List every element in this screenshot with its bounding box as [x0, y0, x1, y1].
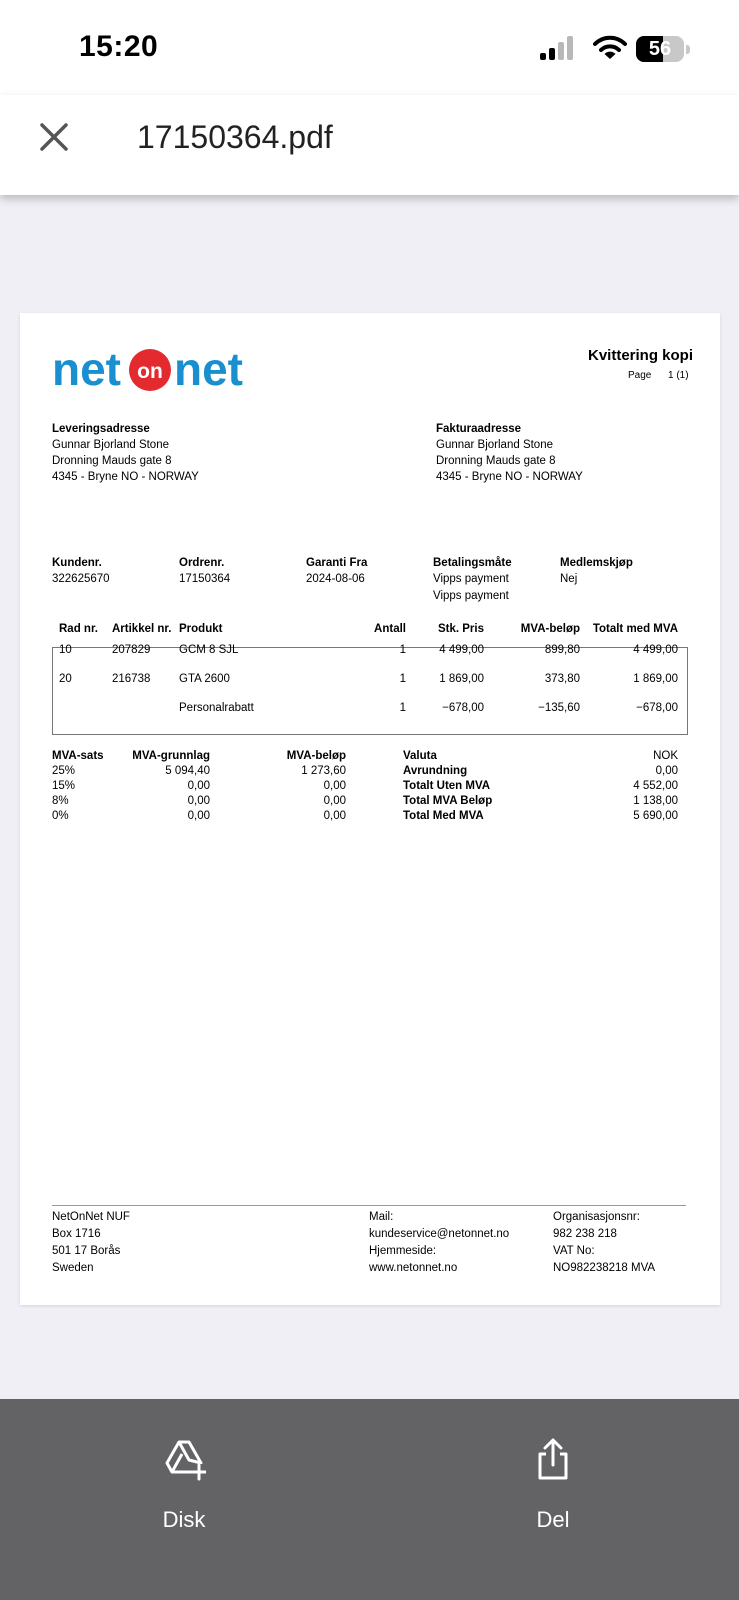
vat-amount: 0,00: [323, 795, 346, 807]
disk-label: Disk: [162, 1507, 206, 1532]
footer-divider: [52, 1205, 686, 1206]
delivery-address-line: Gunnar Bjorland Stone: [52, 439, 169, 451]
total-excl-vat-value: 4 552,00: [633, 780, 678, 792]
battery-indicator: [636, 36, 690, 62]
cell-total: 4 499,00: [633, 644, 678, 656]
logo-text-left: net: [52, 343, 121, 393]
total-vat-value: 1 138,00: [633, 795, 678, 807]
pdf-page: [20, 313, 720, 1305]
contact-line: www.netonnet.no: [369, 1262, 458, 1274]
org-line: NO982238218 MVA: [553, 1262, 656, 1274]
company-line: Box 1716: [52, 1228, 101, 1240]
wifi-icon: [593, 35, 627, 61]
cell-quantity: 1: [399, 673, 406, 685]
vat-amount: 0,00: [323, 780, 346, 792]
payment-method-label: Betalingsmåte: [433, 557, 512, 569]
table-row: [20, 702, 720, 714]
cell-product: GTA 2600: [179, 673, 230, 685]
vat-rate: 8%: [52, 795, 69, 807]
billing-address-label: Fakturaadresse: [436, 423, 522, 435]
cell-article-number: 207829: [112, 644, 151, 656]
logo-text-right: net: [174, 343, 243, 393]
cell-total: 1 869,00: [633, 673, 678, 685]
cell-vat-amount: −135,60: [538, 702, 580, 714]
table-row: [20, 644, 720, 656]
share-icon: [531, 1437, 575, 1481]
billing-address-line: 4345 - Bryne NO - NORWAY: [436, 471, 583, 483]
company-line: Sweden: [52, 1262, 94, 1274]
org-line: 982 238 218: [553, 1228, 617, 1240]
column-header-quantity: Antall: [374, 623, 406, 635]
vat-base: 0,00: [187, 795, 210, 807]
order-number-label: Ordrenr.: [179, 557, 225, 569]
vat-base: 5 094,40: [165, 765, 210, 777]
billing-address-line: Dronning Mauds gate 8: [436, 455, 556, 467]
total-incl-vat-label: Total Med MVA: [403, 810, 484, 822]
vat-amount: 1 273,60: [301, 765, 346, 777]
column-header-product: Produkt: [179, 623, 223, 635]
customer-number-label: Kundenr.: [52, 557, 102, 569]
table-row: [20, 673, 720, 685]
billing-address-line: Gunnar Bjorland Stone: [436, 439, 553, 451]
order-number: 17150364: [179, 573, 231, 585]
receipt-heading: Kvittering kopi: [588, 347, 694, 364]
share-label: Del: [536, 1507, 570, 1532]
delivery-address-line: Dronning Mauds gate 8: [52, 455, 172, 467]
netonnet-logo: [52, 343, 262, 393]
page-label: Page: [628, 370, 652, 381]
cell-article-number: 216738: [112, 673, 151, 685]
org-line: VAT No:: [553, 1245, 595, 1257]
customer-number: 322625670: [52, 573, 110, 585]
column-header-unit-price: Stk. Pris: [437, 623, 484, 635]
total-excl-vat-label: Totalt Uten MVA: [403, 780, 491, 792]
delivery-address-line: 4345 - Bryne NO - NORWAY: [52, 471, 199, 483]
currency-value: NOK: [653, 750, 678, 762]
cell-product: Personalrabatt: [179, 702, 254, 714]
column-header-article: Artikkel nr.: [112, 623, 172, 635]
delivery-address-label: Leveringsadresse: [52, 423, 150, 435]
contact-line: Hjemmeside:: [369, 1245, 437, 1257]
member-purchase-label: Medlemskjøp: [560, 557, 633, 569]
vat-amount-label: MVA-beløp: [286, 750, 346, 762]
cell-unit-price: 4 499,00: [439, 644, 484, 656]
org-line: Organisasjonsnr:: [553, 1211, 640, 1223]
vat-base-label: MVA-grunnlag: [132, 750, 210, 762]
column-header-total: Totalt med MVA: [592, 623, 678, 635]
payment-method: Vipps payment: [433, 590, 509, 602]
vat-base: 0,00: [187, 780, 210, 792]
vat-rate-label: MVA-sats: [52, 750, 104, 762]
document-title: 17150364.pdf: [137, 119, 333, 155]
cell-product: GCM 8 SJL: [179, 644, 239, 656]
company-line: 501 17 Borås: [52, 1245, 121, 1257]
payment-method: Vipps payment: [433, 573, 509, 585]
rounding-value: 0,00: [655, 765, 678, 777]
cell-quantity: 1: [399, 702, 406, 714]
cell-unit-price: 1 869,00: [439, 673, 484, 685]
warranty-date: 2024-08-06: [306, 573, 365, 585]
cell-vat-amount: 899,80: [544, 644, 580, 656]
vat-base: 0,00: [187, 810, 210, 822]
vat-rate: 25%: [52, 765, 76, 777]
bottom-toolbar: [0, 1399, 739, 1600]
cell-row-number: 20: [59, 673, 72, 685]
contact-line: kundeservice@netonnet.no: [369, 1228, 510, 1240]
cell-unit-price: −678,00: [442, 702, 484, 714]
total-incl-vat-value: 5 690,00: [633, 810, 678, 822]
disk-button[interactable]: [124, 1429, 244, 1539]
battery-level-text: 56: [648, 38, 672, 60]
page-number: 1 (1): [668, 370, 689, 381]
cellular-signal-icon: [540, 36, 580, 62]
column-header-vat-amount: MVA-beløp: [520, 623, 580, 635]
close-button[interactable]: [32, 115, 76, 159]
cell-vat-amount: 373,80: [544, 673, 580, 685]
column-header-row: Rad nr.: [59, 623, 98, 635]
status-bar: [0, 0, 739, 95]
vat-rate: 15%: [52, 780, 76, 792]
line-items-table: [52, 647, 688, 735]
logo-text-middle: on: [137, 360, 163, 383]
cell-quantity: 1: [399, 644, 406, 656]
share-button[interactable]: [493, 1429, 613, 1539]
member-purchase: Nej: [560, 573, 578, 585]
drive-add-icon: [162, 1437, 206, 1481]
rounding-label: Avrundning: [403, 765, 468, 777]
contact-line: Mail:: [369, 1211, 394, 1223]
vat-amount: 0,00: [323, 810, 346, 822]
currency-label: Valuta: [403, 750, 437, 762]
viewer-header: [0, 95, 739, 195]
status-time: 15:20: [79, 30, 159, 63]
company-line: NetOnNet NUF: [52, 1211, 130, 1223]
cell-total: −678,00: [636, 702, 678, 714]
cell-row-number: 10: [59, 644, 72, 656]
total-vat-label: Total MVA Beløp: [403, 795, 493, 807]
warranty-label: Garanti Fra: [306, 557, 368, 569]
vat-rate: 0%: [52, 810, 69, 822]
